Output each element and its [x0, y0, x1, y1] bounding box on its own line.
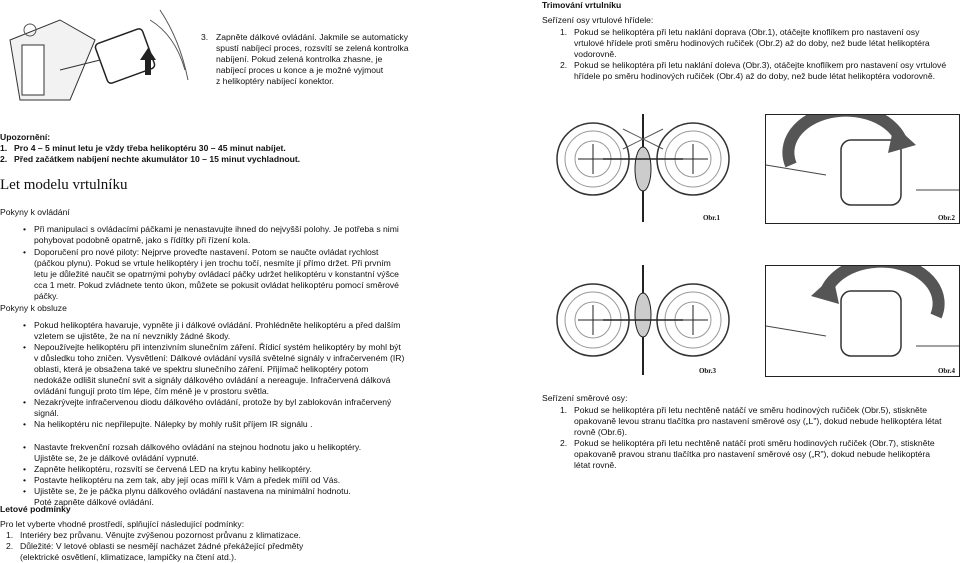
item-line: hřídele po směru hodinových ručiček (Obr.4) až do doby, než bude létat helikoptéra vodorovně. — [574, 71, 935, 81]
item-line: letu je důležité naučit se opatrnými pohyby ovládací páčky udržet helikoptéru v konstantní výšce — [34, 269, 399, 279]
direction-section — [542, 393, 960, 471]
helicopter-top-view-image — [553, 265, 734, 375]
trim-item — [560, 27, 960, 60]
item-line: opakovaně levou stranu tlačítka pro nastavení směrové osy („L"), dokud nebude helikoptéra létat — [574, 416, 942, 426]
charging-illustration — [0, 0, 190, 108]
item-line: Interiéry bez průvanu. Věnujte zvýšenou pozornost průvanu z klimatizace. — [20, 530, 301, 540]
warning-title: Upozornění: — [0, 132, 51, 142]
conditions-section — [0, 504, 540, 563]
item-line: • Doporučení pro nové piloty: Nejprve proveďte nastavení. Potom se naučte ovládat rychlost — [34, 247, 379, 257]
step-line: z helikoptéry nabíjecí konektor. — [216, 76, 334, 86]
item-line: (páčkou plynu). Pokud se vrtule helikoptéry i jen trochu točí, nesmíte jí přímo držet. Při prvním — [34, 258, 391, 268]
item-number: 1. — [0, 143, 8, 153]
bullet-item — [20, 419, 540, 430]
figure-caption: Obr.1 — [702, 214, 720, 222]
item-line: • Na helikoptéru nic nepřilepujte. Nálepky by mohly rušit příjem IR signálu . — [34, 419, 313, 429]
item-line: • Nastavte frekvenční rozsah dálkového ovládání na stejnou hodnotu jako u helikoptéry. — [34, 442, 362, 452]
step-line: spustí nabíjecí proces, rozsvítí se zelená kontrolka — [216, 43, 409, 53]
operation-section — [0, 303, 540, 508]
item-line: vrtulové hřídele proti směru hodinových ručiček (Obr.2) až do doby, než bude létat helikoptéra — [574, 38, 930, 48]
figure-caption: Obr.3 — [698, 367, 716, 375]
bullet-item — [20, 342, 540, 397]
direction-title: Seřízení směrové osy: — [542, 393, 628, 403]
item-line: vodorovně. — [574, 49, 617, 59]
conditions-intro: Pro let vyberte vhodné prostředí, splňující následující podmínky: — [0, 519, 245, 529]
warning-item — [0, 154, 400, 165]
step-line: nabíjení. Pokud zelená kontrolka zhasne, je — [216, 54, 383, 64]
item-line: Ujistěte se, že je dálkové ovládání vypnuté. — [34, 453, 199, 463]
item-line: páčky. — [34, 291, 59, 301]
figure-caption: Obr.4 — [937, 367, 955, 375]
bullet-item — [20, 464, 540, 475]
bullet-item — [20, 247, 540, 302]
item-text: Před začátkem nabíjení nechte akumulátor 10 – 15 minut vychladnout. — [14, 154, 301, 164]
item-line: • Ujistěte se, že je páčka plynu dálkového ovládání nastavena na minimální hodnotu. — [34, 486, 351, 496]
item-line: Poté zapněte dálkové ovládání. — [34, 497, 154, 507]
warning-item — [0, 143, 400, 154]
item-line: v důsledku toho zničen. Vysvětlení: Dálkové ovládání vysílá světelné signály v infračerveném (IR) — [34, 353, 405, 363]
step-line: Zapněte dálkové ovládání. Jakmile se automaticky — [216, 32, 409, 42]
item-line: Pokud se helikoptéra při letu nechtěně natáčí proti směru hodinových ručiček (Obr.7), stiskněte — [574, 438, 935, 448]
charging-step-3 — [201, 32, 431, 87]
section-heading: Let modelu vrtulníku — [0, 177, 128, 193]
item-number: 1. — [560, 405, 568, 415]
item-line: vzletem se ujistěte, že na ní nevznikly žádné škody. — [34, 331, 231, 341]
bullet-item — [20, 397, 540, 419]
item-line: • Zapněte helikoptéru, rozsvítí se červená LED na krytu kabiny helikoptéry. — [34, 464, 312, 474]
figure-caption: Obr.2 — [937, 214, 955, 222]
item-number: 1. — [560, 27, 568, 37]
bullet-item — [20, 442, 540, 464]
item-line: ovládání fungují proto tím lépe, čím méně je v prostoru světla. — [34, 386, 270, 396]
figure-obr2 — [765, 114, 960, 224]
conditions-title: Letové podmínky — [0, 504, 71, 514]
item-line: pohybovat podobně opatrně, jako s řídítky při řízení kola. — [34, 235, 251, 245]
helicopter-top-view-image — [553, 114, 734, 222]
item-line: rovně (Obr.6). — [574, 427, 628, 437]
controls-section — [0, 207, 540, 302]
item-line: • Při manipulaci s ovládacími páčkami je nenastavujte ihned do nejvyšší polohy. Je potřeba s nimi — [34, 224, 399, 234]
item-number: 2. — [0, 154, 8, 164]
figure-obr3 — [553, 265, 734, 375]
item-line: • Pokud helikoptéra havaruje, vypněte ji i dálkové ovládání. Prohlédněte helikoptéru a před dalším — [34, 320, 401, 330]
direction-item — [560, 438, 960, 471]
figure-obr1 — [553, 114, 734, 222]
controls-title: Pokyny k ovládání — [0, 207, 70, 217]
item-number: 1. — [6, 530, 14, 540]
step-number: 3. — [201, 32, 209, 42]
figure-obr4 — [765, 265, 960, 377]
step-line: nabíjecí proces u konce a je možné vyjmout — [216, 65, 384, 75]
item-line: oblasti, která je obsažena také ve spektru slunečního záření. Přijímač helikoptéry potom — [34, 364, 369, 374]
adjustment-knob-image — [766, 115, 959, 223]
trim-section — [542, 0, 960, 82]
item-line: Pokud se helikoptéra při letu naklání doprava (Obr.1), otáčejte knoflíkem pro nastavení osy — [574, 27, 920, 37]
item-number: 2. — [560, 438, 568, 448]
direction-item — [560, 405, 960, 438]
item-number: 2. — [560, 60, 568, 70]
trim-title: Trimování vrtulníku — [542, 0, 622, 10]
warning-block — [0, 132, 400, 165]
item-line: létat rovně. — [574, 460, 617, 470]
operation-title: Pokyny k obsluze — [0, 303, 67, 313]
item-line: nedokáže odlišit sluneční svit a signály dálkového ovládání a nereaguje. Infračervená dálková — [34, 375, 391, 385]
item-line: (elektrické osvětlení, klimatizace, lampičky na čtení atd.). — [20, 552, 237, 562]
bullet-item — [20, 320, 540, 342]
item-line: cca 1 metr. Pokud zvládnete tento úkon, můžete se pokusit ovládat helikoptéru pomocí směrové — [34, 280, 399, 290]
item-number: 2. — [6, 541, 14, 551]
trim-item — [560, 60, 960, 82]
conditions-item — [6, 541, 540, 563]
item-line: Pokud se helikoptéra při letu naklání doleva (Obr.3), otáčejte knoflíkem pro nastavení osy vrtulové — [574, 60, 947, 70]
item-line: Pokud se helikoptéra při letu nechtěně natáčí ve směru hodinových ručiček (Obr.5), stiskněte — [574, 405, 928, 415]
item-text: Pro 4 – 5 minut letu je vždy třeba helikoptéru 30 – 45 minut nabíjet. — [14, 143, 286, 153]
adjustment-knob-image — [766, 266, 959, 376]
item-line: • Nepoužívejte helikoptéru při intenzivním slunečním záření. Řídicí systém helikoptéry by mohl být — [34, 342, 401, 352]
bullet-item — [20, 475, 540, 486]
trim-subtitle: Seřízení osy vrtulové hřídele: — [542, 15, 654, 25]
bullet-item — [20, 224, 540, 246]
item-line: • Nezakrývejte infračervenou diodu dálkového ovládání, protože by byl zablokován infračervený — [34, 397, 392, 407]
item-line: • Postavte helikoptéru na zem tak, aby její ocas mířil k Vám a předek mířil od Vás. — [34, 475, 341, 485]
item-line: opakovaně pravou stranu tlačítka pro nastavení směrové osy („R"), dokud nebude helikoptéra — [574, 449, 931, 459]
conditions-item — [6, 530, 540, 541]
item-line: Důležité: V letové oblasti se nesmějí nacházet žádné překážející předměty — [20, 541, 304, 551]
item-line: signál. — [34, 408, 59, 418]
